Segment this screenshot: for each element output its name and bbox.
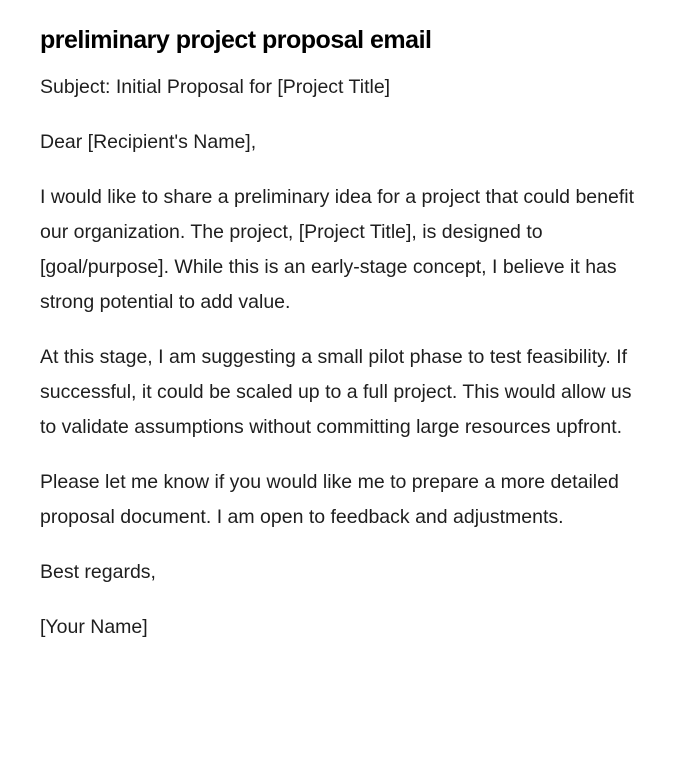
email-signature: [Your Name] (40, 616, 148, 638)
email-paragraph-3: Please let me know if you would like me to prepare a more detailed proposal document. I am open to feedback and adjustments. (40, 471, 619, 528)
email-paragraph-1: I would like to share a preliminary idea for a project that could benefit our organization. The project, [Project Title], is designed to [goal/purpose]. While this is an early-stage concept, I believe it has strong potential to add value. (40, 186, 634, 313)
email-closing: Best regards, (40, 561, 156, 583)
email-paragraph-2: At this stage, I am suggesting a small pilot phase to test feasibility. If successful, it could be scaled up to a full project. This would allow us to validate assumptions without committing large resources upfront. (40, 346, 632, 438)
document-title: preliminary project proposal email (40, 26, 432, 54)
email-greeting: Dear [Recipient's Name], (40, 131, 257, 153)
email-subject: Subject: Initial Proposal for [Project Title] (40, 76, 391, 98)
